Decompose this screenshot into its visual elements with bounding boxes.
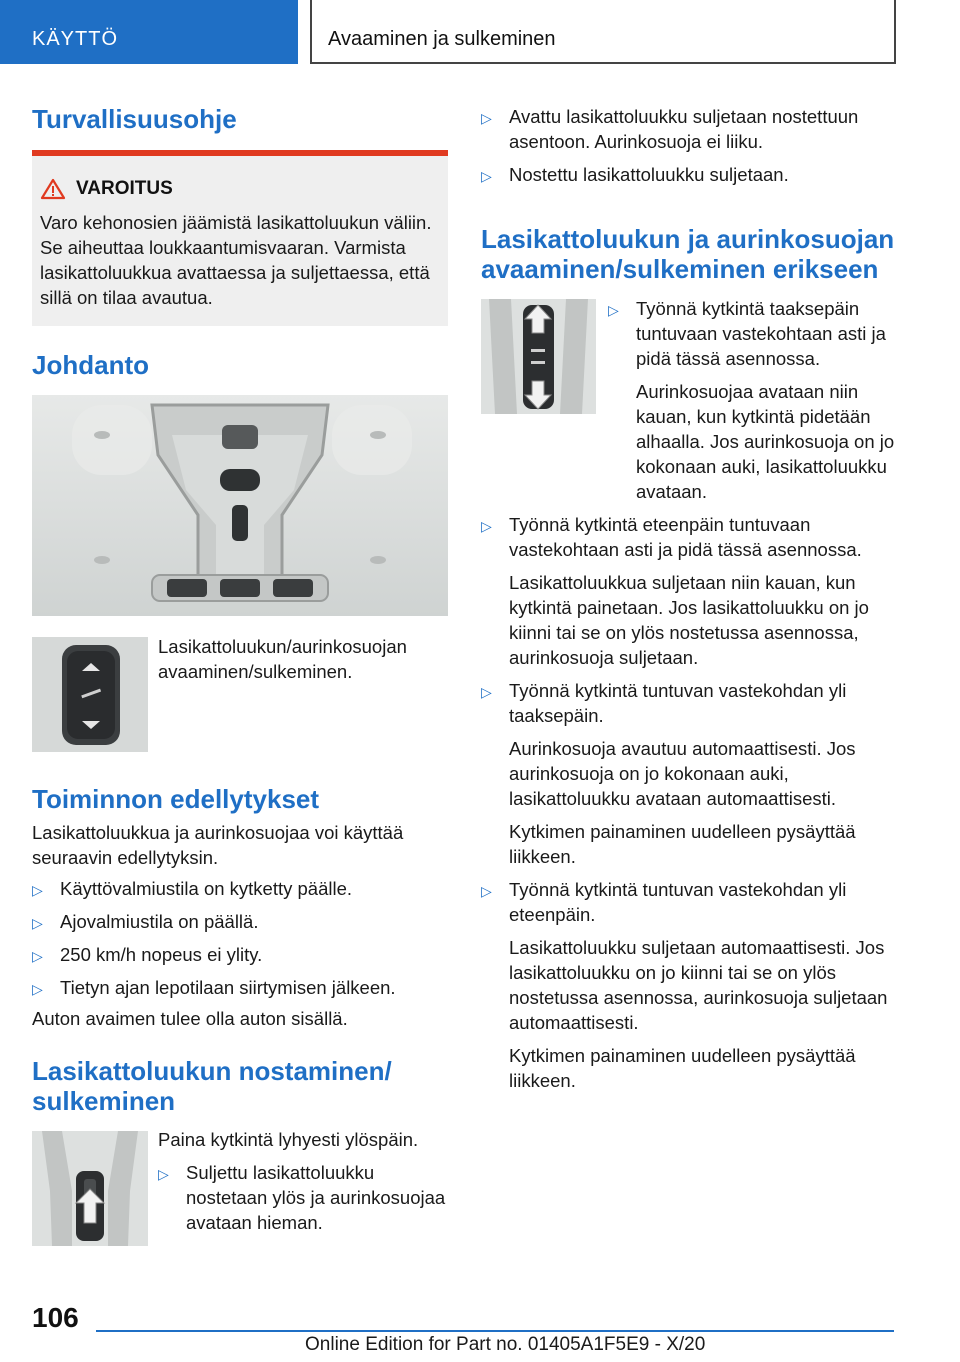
header-section-tab[interactable] [0, 0, 298, 64]
list-item-text: Nostettu lasikattoluukku suljetaan. [509, 164, 789, 185]
footer-edition: Online Edition for Part no. 01405A1F5E9 - X/20 [305, 1334, 706, 1355]
list-item-detail: Kytkimen painaminen uudelleen pysäyttää liikkeen. [509, 1045, 856, 1091]
raise-list [158, 1160, 448, 1235]
bullet-triangle-icon: ▷ [158, 1166, 169, 1182]
list-item-text: Työnnä kytkintä tuntuvan vastekohdan yli eteenpäin. [509, 879, 847, 925]
switch-raise-image [32, 1131, 148, 1246]
bullet-triangle-icon: ▷ [32, 981, 43, 997]
requirements-text: Lasikattoluukkua ja aurinkosuojaa voi käyttää seuraavin edellytyksin. [32, 822, 404, 868]
list-item-detail: Lasikattoluukku suljetaan automaattisesti. Jos lasikattoluukku on jo kiinni tai se on ylös nostetussa asennossa, aurinkosuoja suljetaan automaattisesti. [509, 937, 888, 1033]
list-item-text: Tietyn ajan lepotilaan siirtymisen jälkeen. [60, 977, 396, 998]
header-section-label: KÄYTTÖ [32, 28, 119, 50]
list-item [481, 512, 897, 670]
requirements-title: Toiminnon edellytykset [32, 784, 320, 814]
safety-title: Turvallisuusohje [32, 104, 237, 134]
separate-list-first [608, 296, 900, 504]
raise-text: Paina kytkintä lyhyesti ylöspäin. [158, 1129, 419, 1150]
bullet-triangle-icon: ▷ [481, 518, 492, 534]
bullet-triangle-icon: ▷ [481, 168, 492, 184]
warning-triangle-icon [40, 178, 66, 200]
list-item-text: Työnnä kytkintä taaksepäin tuntuvaan vastekohtaan asti ja pidä tässä asennossa. [636, 298, 886, 369]
list-item-detail: Lasikattoluukkua suljetaan niin kauan, kun kytkintä painetaan. Jos lasikattoluukku on jo kiinni tai se on ylös nostetussa asennossa, aurinkosuoja suljetaan. [509, 572, 869, 668]
raise-list-continued [481, 104, 895, 187]
list-item [158, 1160, 448, 1235]
list-item-text: Työnnä kytkintä tuntuvan vastekohdan yli taaksepäin. [509, 680, 847, 726]
list-item-text: Ajovalmiustila on päällä. [60, 911, 259, 932]
list-item [481, 877, 897, 1093]
intro-caption: Lasikattoluukun/aurinkosuojan avaaminen/sulkeminen. [158, 636, 407, 682]
list-item-text: Käyttövalmiustila on kytketty päälle. [60, 878, 353, 899]
bullet-triangle-icon: ▷ [481, 883, 492, 899]
overhead-console-image [32, 395, 448, 616]
bullet-triangle-icon: ▷ [608, 302, 619, 318]
intro-title: Johdanto [32, 350, 149, 380]
requirements-list [32, 876, 448, 1000]
list-item [481, 678, 897, 869]
warning-box [32, 150, 448, 326]
bullet-triangle-icon: ▷ [481, 684, 492, 700]
list-item-text: Suljettu lasikattoluukku nostetaan ylös ja aurinkosuojaa avataan hieman. [186, 1162, 446, 1233]
warning-heading [40, 178, 173, 200]
list-item [32, 909, 448, 934]
list-item-text: 250 km/h nopeus ei ylity. [60, 944, 263, 965]
list-item-text: Työnnä kytkintä eteenpäin tuntuvaan vastekohtaan asti ja pidä tässä asennossa. [509, 514, 862, 560]
separate-title: Lasikattoluukun ja aurinkosuojan avaaminen/sulkeminen erikseen [481, 224, 895, 284]
list-item [608, 296, 900, 504]
list-item-detail: Aurinkosuoja avautuu automaattisesti. Jos aurinkosuoja on jo kokonaan auki, lasikattoluukku avataan automaattisesti. [509, 738, 856, 809]
header-chapter-tab [310, 0, 896, 64]
bullet-triangle-icon: ▷ [32, 915, 43, 931]
list-item-text: Avattu lasikattoluukku suljetaan nostettuun asentoon. Aurinkosuoja ei liiku. [509, 106, 859, 152]
list-item [32, 876, 448, 901]
footer-divider [96, 1330, 894, 1332]
list-item [32, 975, 448, 1000]
separate-list [481, 512, 897, 1093]
list-item [481, 162, 895, 187]
list-item-detail: Kytkimen painaminen uudelleen pysäyttää liikkeen. [509, 821, 856, 867]
requirements-note: Auton avaimen tulee olla auton sisällä. [32, 1008, 348, 1029]
bullet-triangle-icon: ▷ [481, 110, 492, 126]
bullet-triangle-icon: ▷ [32, 948, 43, 964]
header-chapter-label: Avaaminen ja sulkeminen [328, 28, 556, 50]
list-item [32, 942, 448, 967]
switch-closeup-image [32, 637, 148, 752]
raise-title: Lasikattoluukun nostaminen/ sulkeminen [32, 1056, 392, 1116]
list-item [481, 104, 895, 154]
page-number: 106 [32, 1302, 79, 1333]
warning-label: VAROITUS [76, 178, 173, 199]
list-item-detail: Aurinkosuojaa avataan niin kauan, kun kytkintä pidetään alhaalla. Jos aurinkosuoja on jo kokonaan auki, lasikattoluukku avataan. [636, 381, 895, 502]
bullet-triangle-icon: ▷ [32, 882, 43, 898]
switch-separate-image [481, 299, 596, 414]
warning-text: Varo kehonosien jäämistä lasikattoluukun väliin. Se aiheuttaa loukkaantumisvaaran. Varmista lasikattoluukkua avattaessa ja suljettaessa, että sillä on tilaa avautua. [40, 212, 432, 308]
